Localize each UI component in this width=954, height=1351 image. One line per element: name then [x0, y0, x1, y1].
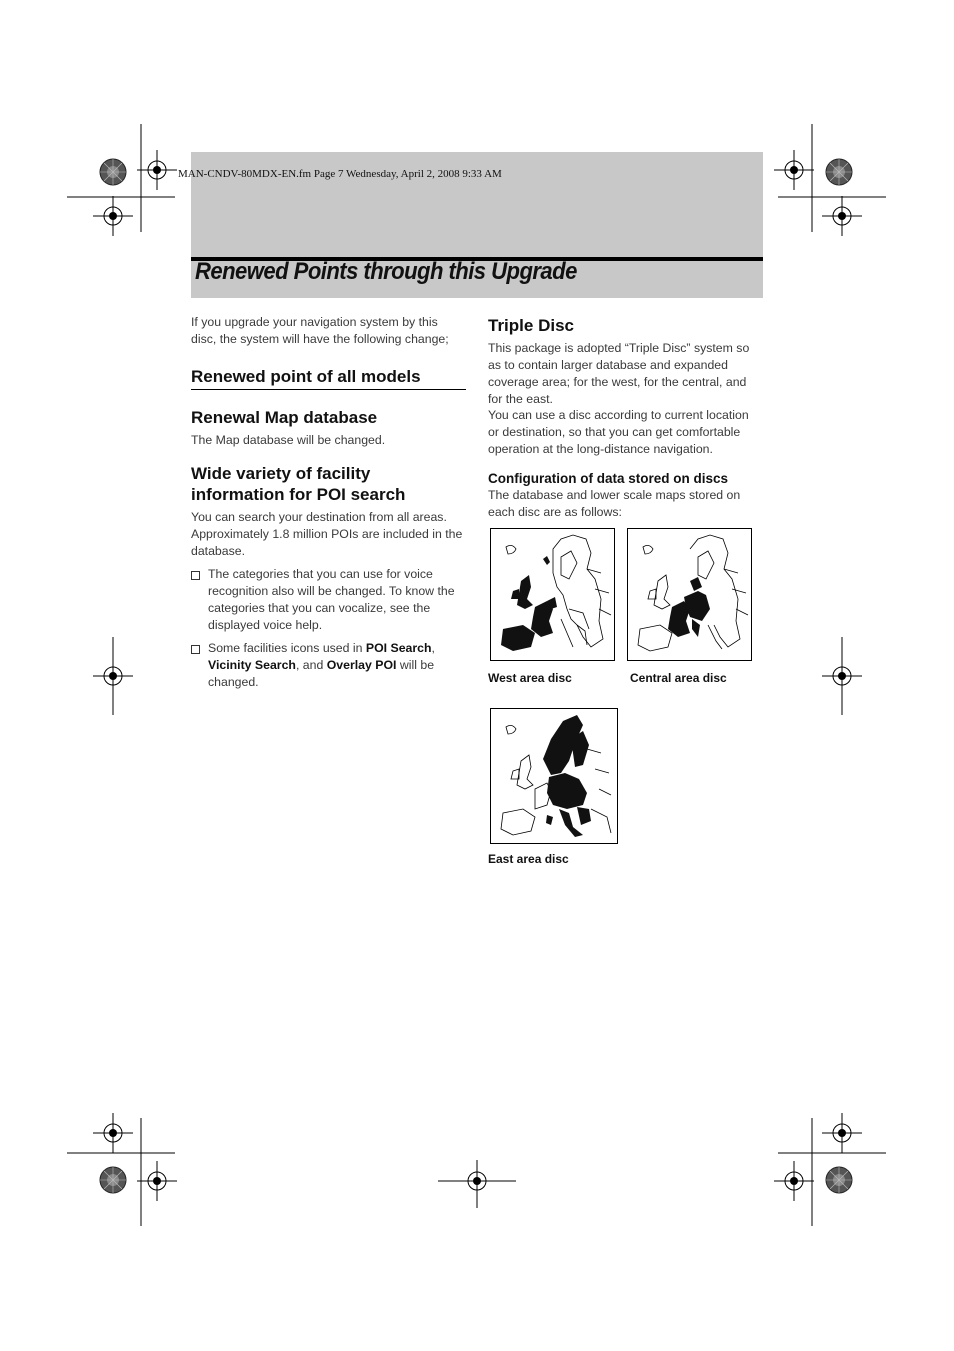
east-caption: East area disc — [488, 852, 569, 866]
file-info: MAN-CNDV-80MDX-EN.fm Page 7 Wednesday, April 2, 2008 9:33 AM — [178, 168, 502, 180]
separator: , and — [295, 658, 327, 672]
overlay-poi-term: Overlay POI — [326, 658, 397, 672]
west-caption: West area disc — [488, 671, 572, 685]
bullet-prefix: Some facilities icons used in — [208, 641, 366, 655]
triple-disc-title: Triple Disc — [488, 316, 574, 335]
poi-title: Wide variety of facility information for POI search — [191, 464, 406, 504]
bullet-suffix: will be changed. — [208, 658, 435, 689]
triple-disc-text-2: You can use a disc according to current location or destination, so that you can get comfortable operation at the long-distance navigation. — [488, 408, 749, 456]
vicinity-search-term: Vicinity Search — [208, 658, 296, 672]
map-db-text: The Map database will be changed. — [191, 433, 386, 447]
central-caption: Central area disc — [630, 671, 727, 685]
config-text: The database and lower scale maps stored on each disc are as follows: — [488, 488, 741, 519]
triple-disc-text-1: This package is adopted “Triple Disc” system so as to contain larger database and expanded coverage area; for the west, for the central, and for the east. — [488, 341, 750, 406]
page-title: Renewed Points through this Upgrade — [195, 258, 577, 285]
poi-search-term: POI Search — [365, 641, 432, 655]
poi-text: You can search your destination from all areas. Approximately 1.8 million POIs are included in the database. — [191, 510, 463, 558]
bullet-text: The categories that you can use for voice recognition also will be changed. To know the categories that you can vocalize, see the displayed voice help. — [208, 567, 455, 632]
config-title: Configuration of data stored on discs — [488, 471, 729, 486]
section-title: Renewed point of all models — [191, 367, 421, 386]
intro-text: If you upgrade your navigation system by this disc, the system will have the following change; — [191, 315, 449, 346]
map-db-title: Renewal Map database — [191, 408, 378, 427]
separator: , — [431, 641, 435, 655]
